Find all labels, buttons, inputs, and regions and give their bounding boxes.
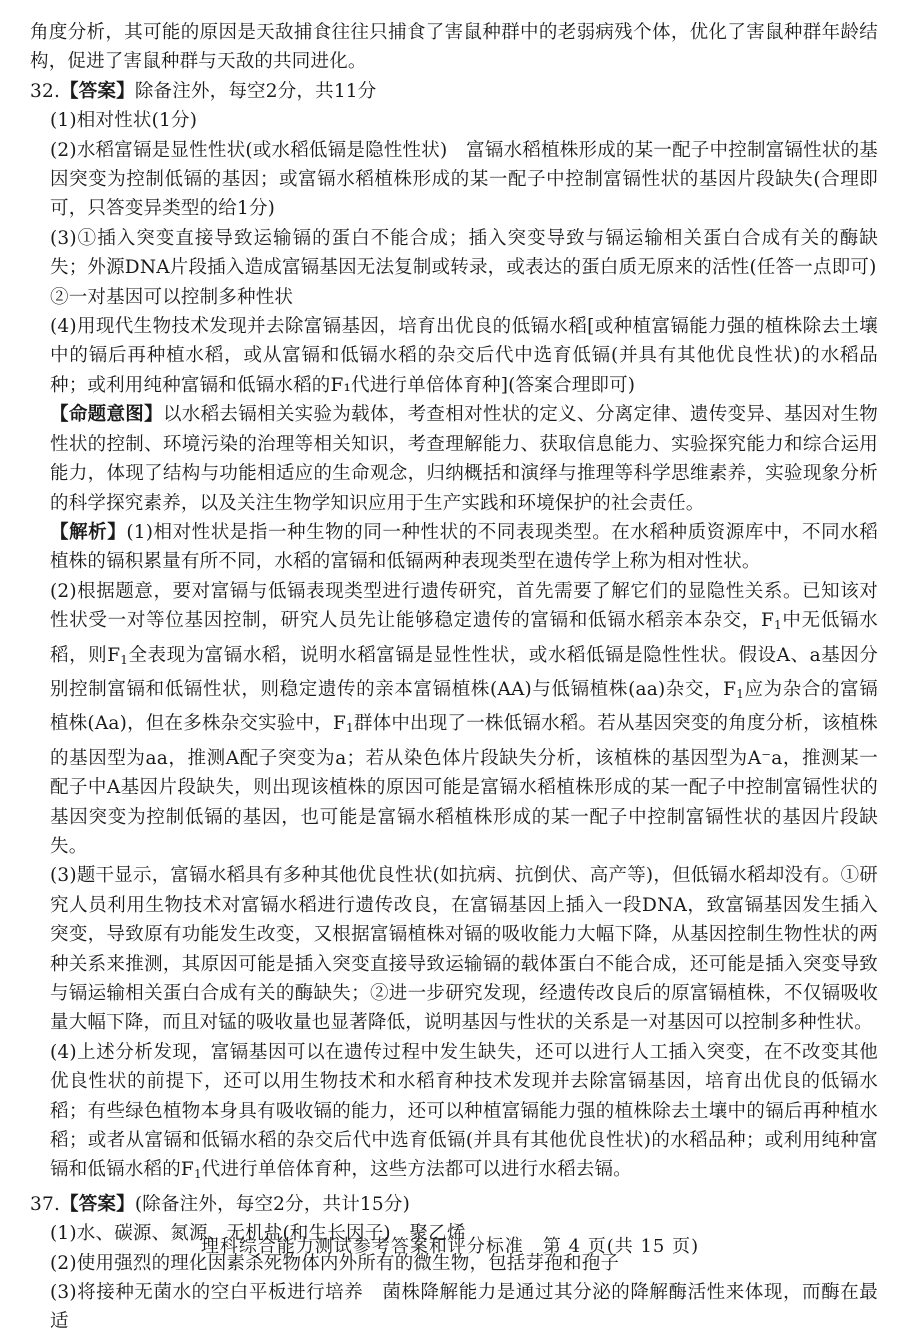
q32-analysis-2-text-c: 全表现为富镉水稻，说明水稻富镉是显性性状，或水稻低镉是隐性性状。假设A、a基因分别控制富镉和低镉性状，则稳定遗传的亲本富镉植株(AA)与低镉植株(aa)杂交，F xyxy=(50,644,878,700)
q37-answer-2: (2)使用强烈的理化因素杀死物体内外所有的微生物，包括芽孢和孢子 xyxy=(50,1252,620,1274)
subscript-1: 1 xyxy=(120,652,129,667)
q32-analysis-2-text-e: 群体中出现了一株低镉水稻。若从基因突变的角度分析，该植株的基因型为aa，推测A配子突变为a；若从染色体片段缺失分析，该植株的基因型为A⁻a，推测某一配子中A基因片段缺失，则出现该植株的原因可能是富镉水稻植株形成的某一配子中控制富镉性状的基因突变为控制低镉的基因，也可能是富镉水稻植株形成的某一配子中控制富镉性状的基因片段缺失。 xyxy=(50,713,878,857)
q32-analysis-2 xyxy=(30,577,878,862)
q32-answer-3-2: ②一对基因可以控制多种性状 xyxy=(50,286,294,308)
q37-answer-header xyxy=(30,1190,878,1219)
q37-answer-3: (3)将接种无菌水的空白平板进行培养 菌株降解能力是通过其分泌的降解酶活性来体现，而酶在最适 xyxy=(50,1282,878,1333)
q32-answer-header xyxy=(30,77,878,106)
q32-answer-1: (1)相对性状(1分) xyxy=(50,110,198,132)
q32-scoring-note: 除备注外，每空2分，共11分 xyxy=(134,80,377,102)
q32-answer-3-1: (3)①插入突变直接导致运输镉的蛋白不能合成；插入突变导致与镉运输相关蛋白合成有关的酶缺失；外源DNA片段插入造成富镉基因无法复制或转录，或表达的蛋白质无原来的活性(任答一点即可) xyxy=(50,227,878,279)
q37-answer-1: (1)水、碳源、氮源、无机盐(和生长因子) 聚乙烯 xyxy=(50,1223,466,1245)
subscript-1: 1 xyxy=(736,686,745,701)
q32-answer-4: (4)用现代生物技术发现并去除富镉基因，培育出优良的低镉水稻[或种植富镉能力强的植株除去土壤中的镉后再种植水稻，或从富镉和低镉水稻的杂交后代中选育低镉(并具有其他优良性状)的水稻品种；或利用纯种富镉和低镉水稻的F₁代进行单倍体育种](答案合理即可) xyxy=(50,316,878,396)
q32-analysis-label: 【解析】 xyxy=(50,521,127,543)
q37-answer-label: 【答案】 xyxy=(60,1193,135,1215)
q32-analysis-2-text-a: (2)根据题意，要对富镉与低镉表现类型进行遗传研究，首先需要了解它们的显隐性关系。已知该对性状受一对等位基因控制，研究人员先让能够稳定遗传的富镉和低镉水稻亲本杂交，F xyxy=(50,580,878,632)
q32-analysis-2-text-b: 中无低镉水稻，则F xyxy=(50,610,878,666)
question-32 xyxy=(30,77,878,1190)
q37-scoring-note: (除备注外，每空2分，共计15分) xyxy=(134,1193,410,1215)
q32-answer-label: 【答案】 xyxy=(60,80,135,102)
q32-answer-2: (2)水稻富镉是显性性状(或水稻低镉是隐性性状) 富镉水稻植株形成的某一配子中控制富镉性状的基因突变为控制低镉的基因；或富镉水稻植株形成的某一配子中控制富镉性状的基因片段缺失(合理即可，只答变异类型的给1分) xyxy=(50,139,878,220)
q32-analysis-3: (3)题干显示，富镉水稻具有多种其他优良性状(如抗病、抗倒伏、高产等)，但低镉水稻却没有。①研究人员利用生物技术对富镉水稻进行遗传改良，在富镉基因上插入一段DNA，致富镉基因发生插入突变，导致原有功能发生改变，又根据富镉植株对镉的吸收能力大幅下降，从基因控制生物性状的两种关系来推测，其原因可能是插入突变直接导致运输镉的载体蛋白不能合成，还可能是插入突变导致与镉运输相关蛋白合成有关的酶缺失；②进一步研究发现，经遗传改良后的原富镉植株，不仅镉吸收量大幅下降，而且对锰的吸收量也显著降低，说明基因与性状的关系是一对基因可以控制多种性状。 xyxy=(50,865,878,1034)
q32-analysis-1 xyxy=(30,518,878,577)
q32-analysis-4 xyxy=(30,1038,878,1190)
document-body xyxy=(30,18,878,1337)
q32-analysis-4-text-a: (4)上述分析发现，富镉基因可以在遗传过程中发生缺失，还可以进行人工插入突变，在不改变其他优良性状的前提下，还可以用生物技术和水稻育种技术发现并去除富镉基因，培育出优良的低镉水稻；有些绿色植物本身具有吸收镉的能力，还可以种植富镉能力强的植株除去土壤中的镉后再种植水稻；或者从富镉和低镉水稻的杂交后代中选育低镉(并具有其他优良性状)的水稻品种；或利用纯种富镉和低镉水稻的F xyxy=(50,1041,878,1181)
q37-number: 37. xyxy=(30,1193,61,1215)
page-footer: 理科综合能力测试参考答案和评分标准 第 4 页(共 15 页) xyxy=(200,1236,700,1257)
q32-analysis-4-text-b: 代进行单倍体育种，这些方法都可以进行水稻去镉。 xyxy=(201,1159,632,1181)
subscript-1: 1 xyxy=(193,1167,202,1182)
q32-intent xyxy=(30,400,878,518)
q32-number: 32. xyxy=(30,80,61,102)
q32-analysis-1-text: (1)相对性状是指一种生物的同一种性状的不同表现类型。在水稻种质资源库中，不同水稻植株的镉积累量有所不同，水稻的富镉和低镉两种表现类型在遗传学上称为相对性状。 xyxy=(50,521,878,573)
subscript-1: 1 xyxy=(346,721,354,736)
q32-analysis-2-text-d: 应为杂合的富镉植株(Aa)，但在多株杂交实验中，F xyxy=(50,678,878,735)
continued-paragraph: 角度分析，其可能的原因是天敌捕食往往只捕食了害鼠种群中的老弱病残个体，优化了害鼠种群年龄结构，促进了害鼠种群与天敌的共同进化。 xyxy=(30,22,878,73)
question-37 xyxy=(30,1190,878,1337)
q32-intent-label: 【命题意图】 xyxy=(50,404,163,426)
subscript-1: 1 xyxy=(774,618,782,633)
q32-intent-text: 以水稻去镉相关实验为载体，考查相对性状的定义、分离定律、遗传变异、基因对生物性状的控制、环境污染的治理等相关知识，考查理解能力、获取信息能力、实验探究能力和综合运用能力，体现了结构与功能相适应的生命观念，归纳概括和演绎与推理等科学思维素养，实验现象分析的科学探究素养，以及关注生物学知识应用于生产实践和环境保护的社会责任。 xyxy=(50,404,879,514)
